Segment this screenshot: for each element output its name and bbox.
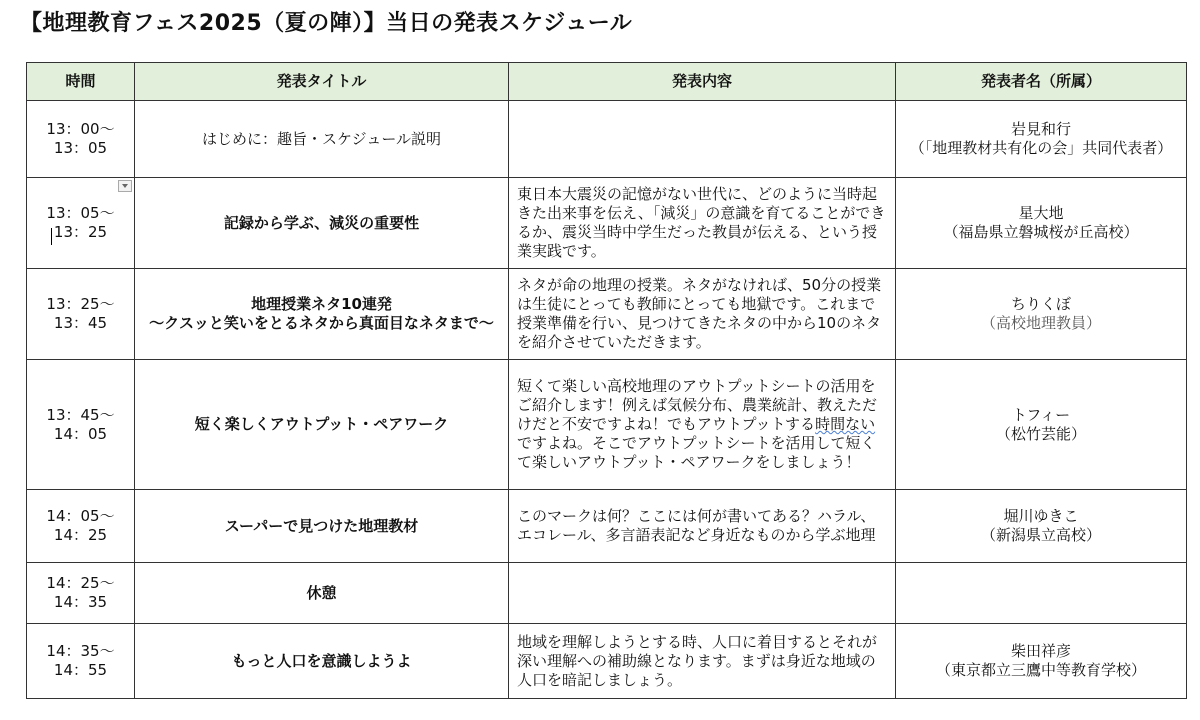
time-start: 13：25～ (46, 295, 115, 313)
title-cell[interactable]: 記録から学ぶ、減災の重要性 (135, 178, 509, 269)
table-row (27, 269, 1187, 360)
presenter-cell[interactable] (896, 360, 1187, 490)
time-end: 14：05 (53, 424, 108, 443)
presenter-name: 岩見和行 (1010, 120, 1071, 138)
table-row (27, 178, 1187, 269)
presenter-affiliation: （高校地理教員） (980, 314, 1101, 332)
time-start: 13：00～ (46, 120, 115, 138)
header-time[interactable]: 時間 (27, 63, 135, 101)
title-cell[interactable]: スーパーで見つけた地理教材 (135, 490, 509, 563)
presenter-affiliation: （「地理教材共有化の会」共同代表者） (909, 139, 1173, 157)
time-start: 14：25～ (46, 574, 115, 592)
title-cell[interactable]: 短く楽しくアウトプット・ペアワーク (135, 360, 509, 490)
time-cell[interactable] (27, 178, 135, 269)
time-start: 14：35～ (46, 642, 115, 660)
title-cell[interactable]: 地理授業ネタ10連発 ～クスッと笑いをとるネタから真面目なネタまで～ (135, 269, 509, 360)
table-row (27, 490, 1187, 563)
time-end: 14：55 (53, 661, 108, 679)
time-end: 13：25 (53, 223, 108, 241)
text-cursor (51, 228, 52, 245)
table-row (27, 101, 1187, 178)
content-cell[interactable]: このマークは何？ここには何が書いてある？ハラル、エコレール、多言語表記など身近なものから学ぶ地理 (509, 490, 896, 563)
presenter-affiliation: （松竹芸能） (995, 424, 1086, 443)
time-cell[interactable] (27, 360, 135, 490)
spellcheck-squiggle-text: 時間ない (815, 415, 876, 433)
table-row (27, 360, 1187, 490)
time-end: 13：45 (53, 314, 108, 332)
presenter-cell[interactable] (896, 563, 1187, 624)
schedule-table (26, 62, 1187, 699)
content-cell[interactable] (509, 101, 896, 178)
time-cell[interactable] (27, 490, 135, 563)
presenter-cell[interactable] (896, 624, 1187, 699)
time-end: 13：05 (53, 139, 108, 157)
time-cell[interactable] (27, 563, 135, 624)
dropdown-arrow-icon[interactable] (118, 180, 132, 192)
time-end: 14：35 (53, 593, 108, 611)
content-cell[interactable] (509, 360, 896, 490)
presenter-name: 柴田祥彦 (1010, 642, 1071, 660)
presenter-affiliation: （新潟県立高校） (980, 526, 1101, 544)
presenter-name: 堀川ゆきこ (1003, 507, 1079, 525)
presenter-affiliation: （福島県立磐城桜が丘高校） (943, 223, 1139, 241)
content-cell[interactable]: 東日本大震災の記憶がない世代に、どのように当時起きた出来事を伝え、「減災」の意識を育てることができるか、震災当時中学生だった教員が伝える、という授業実践です。 (509, 178, 896, 269)
content-cell[interactable]: 地域を理解しようとする時、人口に着目するとそれが深い理解への補助線となります。まずは身近な地域の人口を暗記しましょう。 (509, 624, 896, 699)
presenter-cell[interactable] (896, 178, 1187, 269)
presenter-cell[interactable] (896, 490, 1187, 563)
presenter-name: トフィー (1011, 405, 1071, 424)
header-title[interactable]: 発表タイトル (135, 63, 509, 101)
title-cell[interactable]: もっと人口を意識しようよ (135, 624, 509, 699)
content-text: 短くて楽しい高校地理のアウトプットシートの活用をご紹介します！例えば気候分布、農業統計、教えただけだと不安ですよね！でもアウトプットする (517, 377, 878, 433)
time-end: 14：25 (53, 526, 108, 544)
title-cell[interactable]: 休憩 (135, 563, 509, 624)
presenter-cell[interactable] (896, 269, 1187, 360)
title-cell[interactable]: はじめに：趣旨・スケジュール説明 (135, 101, 509, 178)
time-start: 14：05～ (46, 507, 115, 525)
presenter-name: 星大地 (1018, 204, 1064, 222)
document-title: 【地理教育フェス2025（夏の陣）】当日の発表スケジュール (20, 11, 633, 36)
presenter-affiliation: （東京都立三鷹中等教育学校） (935, 661, 1146, 679)
header-presenter[interactable]: 発表者名（所属） (896, 63, 1187, 101)
content-cell[interactable]: ネタが命の地理の授業。ネタがなければ、50分の授業は生徒にとっても教師にとっても地獄です。これまで授業準備を行い、見つけてきたネタの中から10のネタを紹介させていただきます。 (509, 269, 896, 360)
time-cell[interactable] (27, 624, 135, 699)
content-text: ですよね。そこでアウトプットシートを活用して短くて楽しいアウトプット・ペアワークをしましょう！ (517, 434, 876, 471)
time-start: 13：45～ (46, 405, 115, 424)
table-row (27, 624, 1187, 699)
time-start: 13：05～ (46, 204, 115, 222)
time-cell[interactable] (27, 269, 135, 360)
presenter-cell[interactable] (896, 101, 1187, 178)
table-row (27, 563, 1187, 624)
header-row (27, 63, 1187, 101)
time-cell[interactable] (27, 101, 135, 178)
presenter-name: ちりくぼ (1010, 295, 1071, 313)
header-content[interactable]: 発表内容 (509, 63, 896, 101)
content-cell[interactable] (509, 563, 896, 624)
